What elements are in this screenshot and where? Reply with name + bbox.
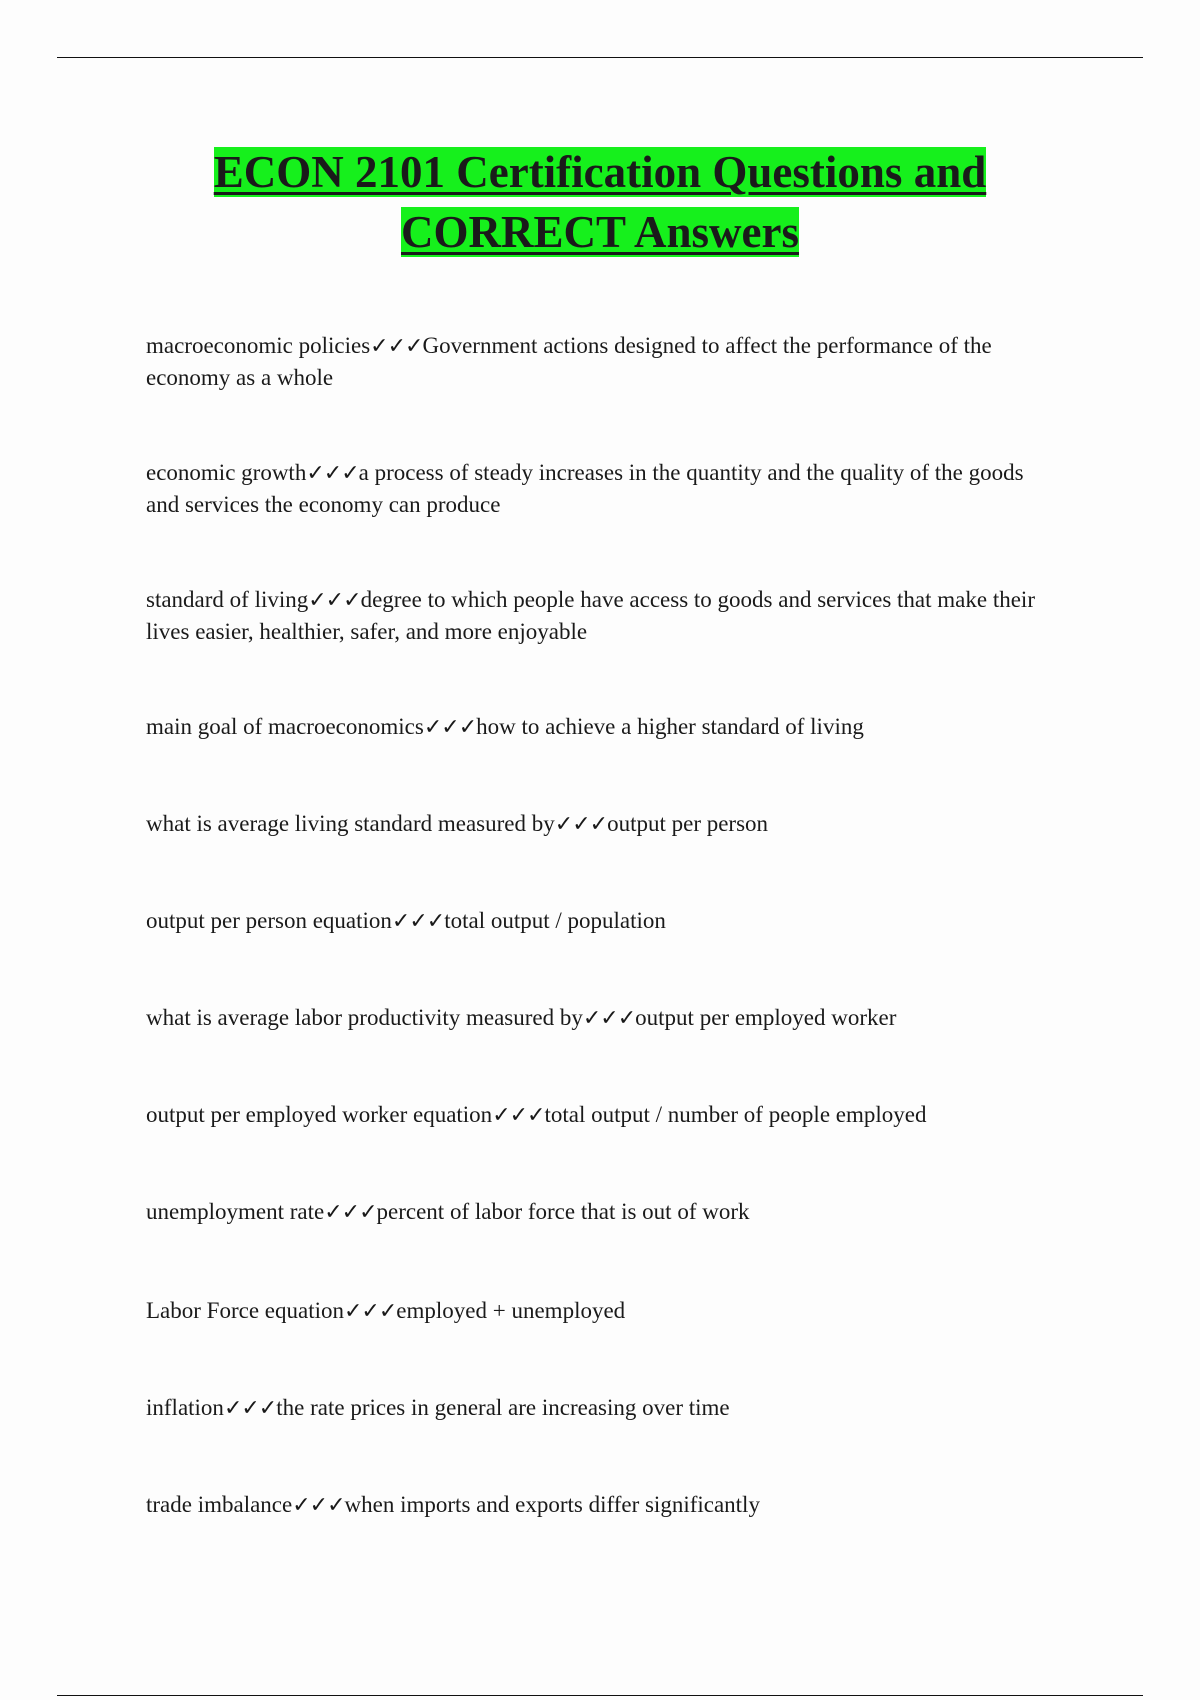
qa-entry	[146, 905, 1046, 937]
entry-term: what is average living standard measured by	[146, 811, 555, 836]
entry-definition: output per person	[607, 811, 769, 836]
entry-term: trade imbalance	[146, 1492, 293, 1517]
entry-definition: a process of steady increases in the quantity and the quality of the goods and services the economy can produce	[146, 460, 1024, 517]
qa-entry	[146, 330, 1046, 393]
qa-entry	[146, 1099, 1046, 1131]
entry-definition: Government actions designed to affect the performance of the economy as a whole	[146, 333, 992, 390]
qa-entry	[146, 584, 1046, 647]
entry-term: unemployment rate	[146, 1199, 325, 1224]
entry-term: macroeconomic policies	[146, 333, 371, 358]
entry-definition: total output / population	[444, 908, 666, 933]
qa-entry	[146, 1392, 1046, 1424]
qa-entry	[146, 1002, 1046, 1034]
document-title	[0, 142, 1200, 262]
qa-entry	[146, 457, 1046, 520]
qa-entry	[146, 1489, 1046, 1521]
entry-definition: output per employed worker	[635, 1005, 897, 1030]
checkmark-icon: ✓✓✓	[582, 1006, 636, 1031]
top-rule	[57, 57, 1143, 58]
entry-term: main goal of macroeconomics	[146, 714, 424, 739]
entry-term: economic growth	[146, 460, 307, 485]
entry-term: what is average labor productivity measured by	[146, 1005, 583, 1030]
bottom-rule	[57, 1695, 1143, 1696]
checkmark-icon: ✓✓✓	[423, 715, 477, 740]
title-line-2: CORRECT Answers	[401, 207, 799, 257]
entry-definition: degree to which people have access to goods and services that make their lives easier, healthier, safer, and more enjoyable	[146, 587, 1035, 644]
checkmark-icon: ✓✓✓	[391, 909, 445, 934]
entry-definition: how to achieve a higher standard of living	[476, 714, 864, 739]
entry-definition: employed + unemployed	[396, 1298, 626, 1323]
checkmark-icon: ✓✓✓	[554, 812, 608, 837]
entry-definition: the rate prices in general are increasing over time	[276, 1395, 730, 1420]
checkmark-icon: ✓✓✓	[492, 1103, 545, 1128]
entry-definition: percent of labor force that is out of work	[376, 1199, 750, 1224]
checkmark-icon: ✓✓✓	[324, 1200, 377, 1225]
entry-definition: total output / number of people employed	[544, 1102, 927, 1127]
checkmark-icon: ✓✓✓	[292, 1493, 345, 1518]
entry-definition: when imports and exports differ significantly	[344, 1492, 760, 1517]
checkmark-icon: ✓✓✓	[343, 1299, 397, 1324]
checkmark-icon: ✓✓✓	[306, 461, 359, 486]
checkmark-icon: ✓✓✓	[223, 1396, 277, 1421]
qa-entry	[146, 808, 1046, 840]
checkmark-icon: ✓✓✓	[308, 588, 361, 613]
entry-term: output per person equation	[146, 908, 392, 933]
checkmark-icon: ✓✓✓	[370, 334, 423, 359]
entry-term: standard of living	[146, 587, 309, 612]
qa-entry	[146, 711, 1046, 743]
qa-entry	[146, 1196, 1046, 1228]
title-line-1: ECON 2101 Certification Questions and	[213, 147, 987, 197]
entry-term: inflation	[146, 1395, 224, 1420]
entry-term: output per employed worker equation	[146, 1102, 493, 1127]
entry-term: Labor Force equation	[146, 1298, 344, 1323]
qa-entry	[146, 1295, 1046, 1327]
